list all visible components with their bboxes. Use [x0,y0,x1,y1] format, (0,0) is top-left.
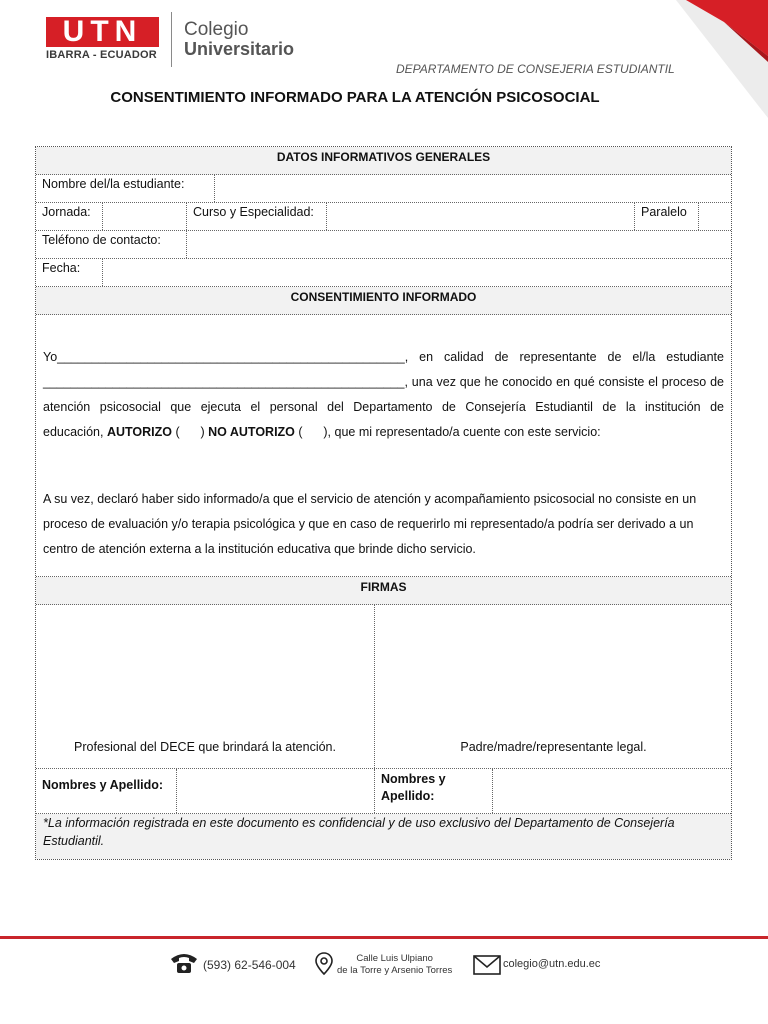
page-title: CONSENTIMIENTO INFORMADO PARA LA ATENCIÓN PSICOSOCIAL [110,89,600,106]
confidential-note: *La información registrada en este documento es confidencial y de uso exclusivo del Departamento de Consejería Estudiantil. [43,816,675,848]
consent-text-block [36,315,731,577]
section-header-firmas: FIRMAS [36,577,731,605]
logo-divider [171,12,172,67]
footer-phone: (593) 62-546-004 [203,958,296,972]
fecha-field[interactable] [102,259,733,286]
row-jornada [36,203,731,231]
logo-universitario: Universitario [184,39,295,59]
declaration-line-2: proceso de evaluación y/o terapia psicológica y que en caso de requerirlo mi representado/a podría ser derivado a un [43,517,694,531]
signature-right-label: Padre/madre/representante legal. [460,740,647,754]
utn-logo [46,17,159,47]
utn-logo-text: UTN [62,15,143,48]
nombres-left-field[interactable] [176,769,374,813]
section-header-consentimiento: CONSENTIMIENTO INFORMADO [36,287,731,315]
consent-line-1: Yo__________________________________________________, en calidad de representante de el/la estudiante [43,350,724,364]
nombre-label: Nombre del/la estudiante: [42,177,185,191]
declaration-line-1: A su vez, declaró haber sido informado/a que el servicio de atención y acompañamiento psicosocial no consiste en un [43,492,697,506]
nombres-right-label: Nombres y Apellido: [374,769,492,813]
location-icon [315,952,333,976]
nombres-left-label: Nombres y Apellido: [42,778,164,792]
no-autorizo-option[interactable]: NO AUTORIZO [208,425,295,439]
logo-colegio: Colegio [184,19,249,40]
mail-icon [473,955,501,975]
curso-label: Curso y Especialidad: [186,203,326,230]
section-header-datos: DATOS INFORMATIVOS GENERALES [36,147,731,175]
declaration-line-3: centro de atención externa a la institución educativa que brinde dicho servicio. [43,542,476,556]
row-fecha [36,259,731,287]
jornada-field[interactable] [102,203,186,230]
nombre-field[interactable] [214,175,733,202]
fecha-label: Fecha: [42,261,81,275]
paralelo-field[interactable] [698,203,733,230]
consent-form [35,146,732,860]
paralelo-label: Paralelo [634,203,698,230]
autorizo-option[interactable]: AUTORIZO [106,425,172,439]
phone-icon [168,951,200,975]
footer-address: Calle Luis Ulpiano de la Torre y Arsenio Torres [337,953,453,976]
jornada-label: Jornada: [42,205,91,219]
row-nombre [36,175,731,203]
logo-subtitle: IBARRA - ECUADOR [46,49,157,61]
consent-line-2: ____________________________________________________, una vez que he conocido en qué consiste el proceso de [43,375,724,389]
department-name: DEPARTAMENTO DE CONSEJERIA ESTUDIANTIL [396,62,675,76]
curso-field[interactable] [326,203,634,230]
footer-line [0,936,768,939]
consent-line-4: educación, AUTORIZO ( ) NO AUTORIZO ( ), que mi representado/a cuente con este servicio: [43,425,601,439]
row-telefono [36,231,731,259]
signature-left-label: Profesional del DECE que brindará la atención. [74,740,336,754]
telefono-label: Teléfono de contacto: [42,233,161,247]
consent-line-3: atención psicosocial que ejecuta el personal del Departamento de Consejería Estudiantil de la institución de [43,400,724,414]
nombres-right-field[interactable] [492,769,733,813]
telefono-field[interactable] [186,231,733,258]
row-nombres [36,769,731,814]
footer-email: colegio@utn.edu.ec [503,958,601,970]
